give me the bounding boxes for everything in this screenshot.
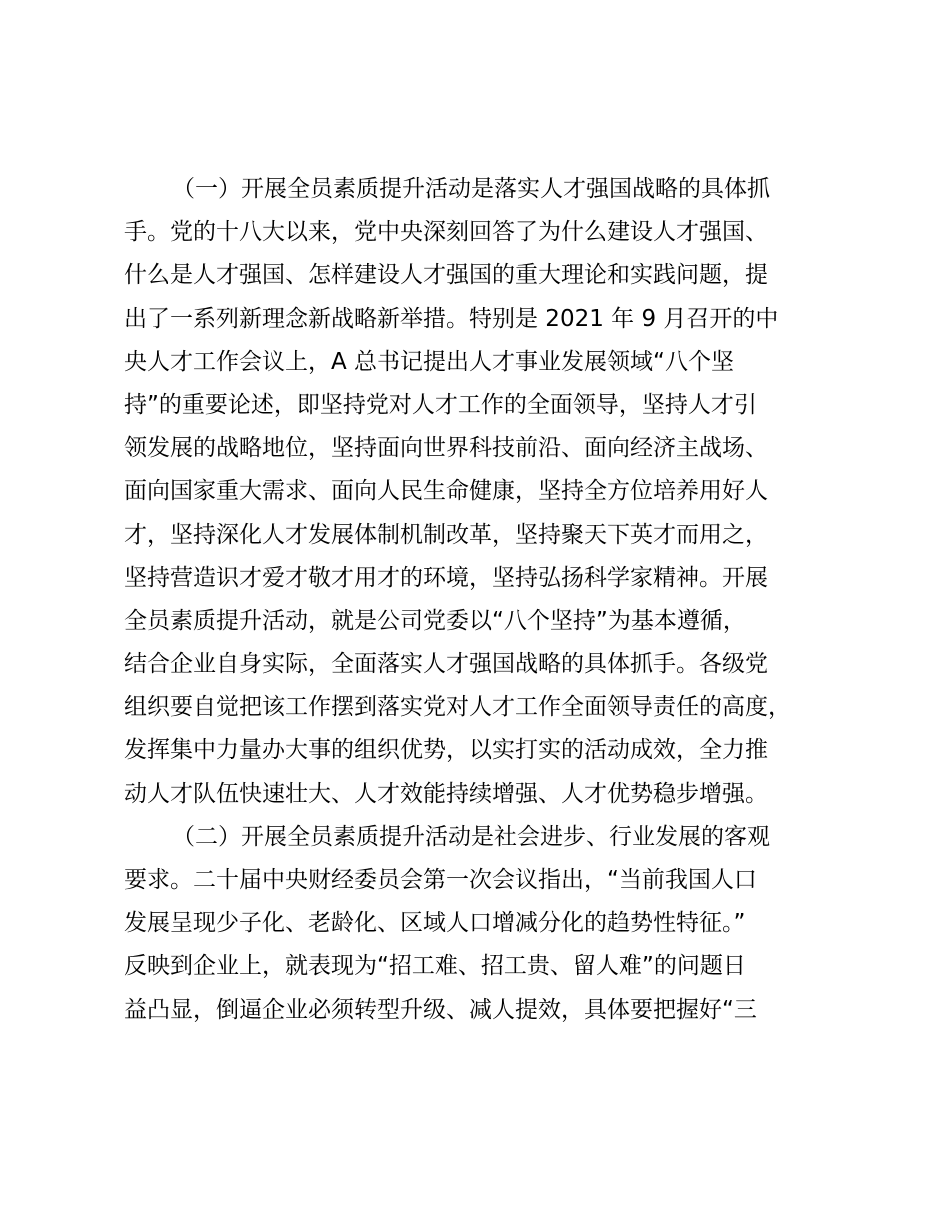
text-line: 才，坚持深化人才发展体制机制改革，坚持聚天下英才而用之， xyxy=(124,521,768,548)
text-line: 动人才队伍快速壮大、人才效能持续增强、人才优势稳步增强。 xyxy=(124,780,768,807)
text-line: 手。党的十八大以来，党中央深刻回答了为什么建设人才强国、 xyxy=(124,219,768,246)
text-line: 益凸显，倒逼企业必须转型升级、减人提效，具体要把握好“三 xyxy=(124,996,757,1023)
text-line: 全员素质提升活动，就是公司党委以“八个坚持”为基本遵循， xyxy=(124,607,746,634)
text-line: 领发展的战略地位，坚持面向世界科技前沿、面向经济主战场、 xyxy=(124,435,768,462)
text-line: 要求。二十届中央财经委员会第一次会议指出，“当前我国人口 xyxy=(124,867,757,893)
text-line: （一）开展全员素质提升活动是落实人才强国战略的具体抓 xyxy=(172,176,770,202)
text-line: 坚持营造识才爱才敬才用才的环境，坚持弘扬科学家精神。开展 xyxy=(124,564,768,591)
text-line: 结合企业自身实际，全面落实人才强国战略的具体抓手。各级党 xyxy=(124,651,768,678)
text-line: （二）开展全员素质提升活动是社会进步、行业发展的客观 xyxy=(172,823,770,850)
text-line: 面向国家重大需求、面向人民生命健康，坚持全方位培养用好人 xyxy=(124,478,768,505)
paragraph-1 xyxy=(124,168,854,816)
text-line: 组织要自觉把该工作摆到落实党对人才工作全面领导责任的高度， xyxy=(124,694,791,721)
text-line: 持”的重要论述，即坚持党对人才工作的全面领导，坚持人才引 xyxy=(124,391,757,418)
text-line: 央人才工作会议上，A 总书记提出人才事业发展领域“八个坚 xyxy=(124,348,734,375)
paragraph-2 xyxy=(124,816,854,1032)
text-line: 发展呈现少子化、老龄化、区域人口增减分化的趋势性特征。” xyxy=(124,910,746,937)
text-line: 发挥集中力量办大事的组织优势，以实打实的活动成效，全力推 xyxy=(124,737,768,764)
document-body xyxy=(124,168,854,1032)
text-line: 出了一系列新理念新战略新举措。特别是 2021 年 9 月召开的中 xyxy=(124,305,779,332)
text-line: 什么是人才强国、怎样建设人才强国的重大理论和实践问题，提 xyxy=(124,262,768,289)
text-line: 反映到企业上，就表现为“招工难、招工贵、留人难”的问题日 xyxy=(124,953,746,980)
